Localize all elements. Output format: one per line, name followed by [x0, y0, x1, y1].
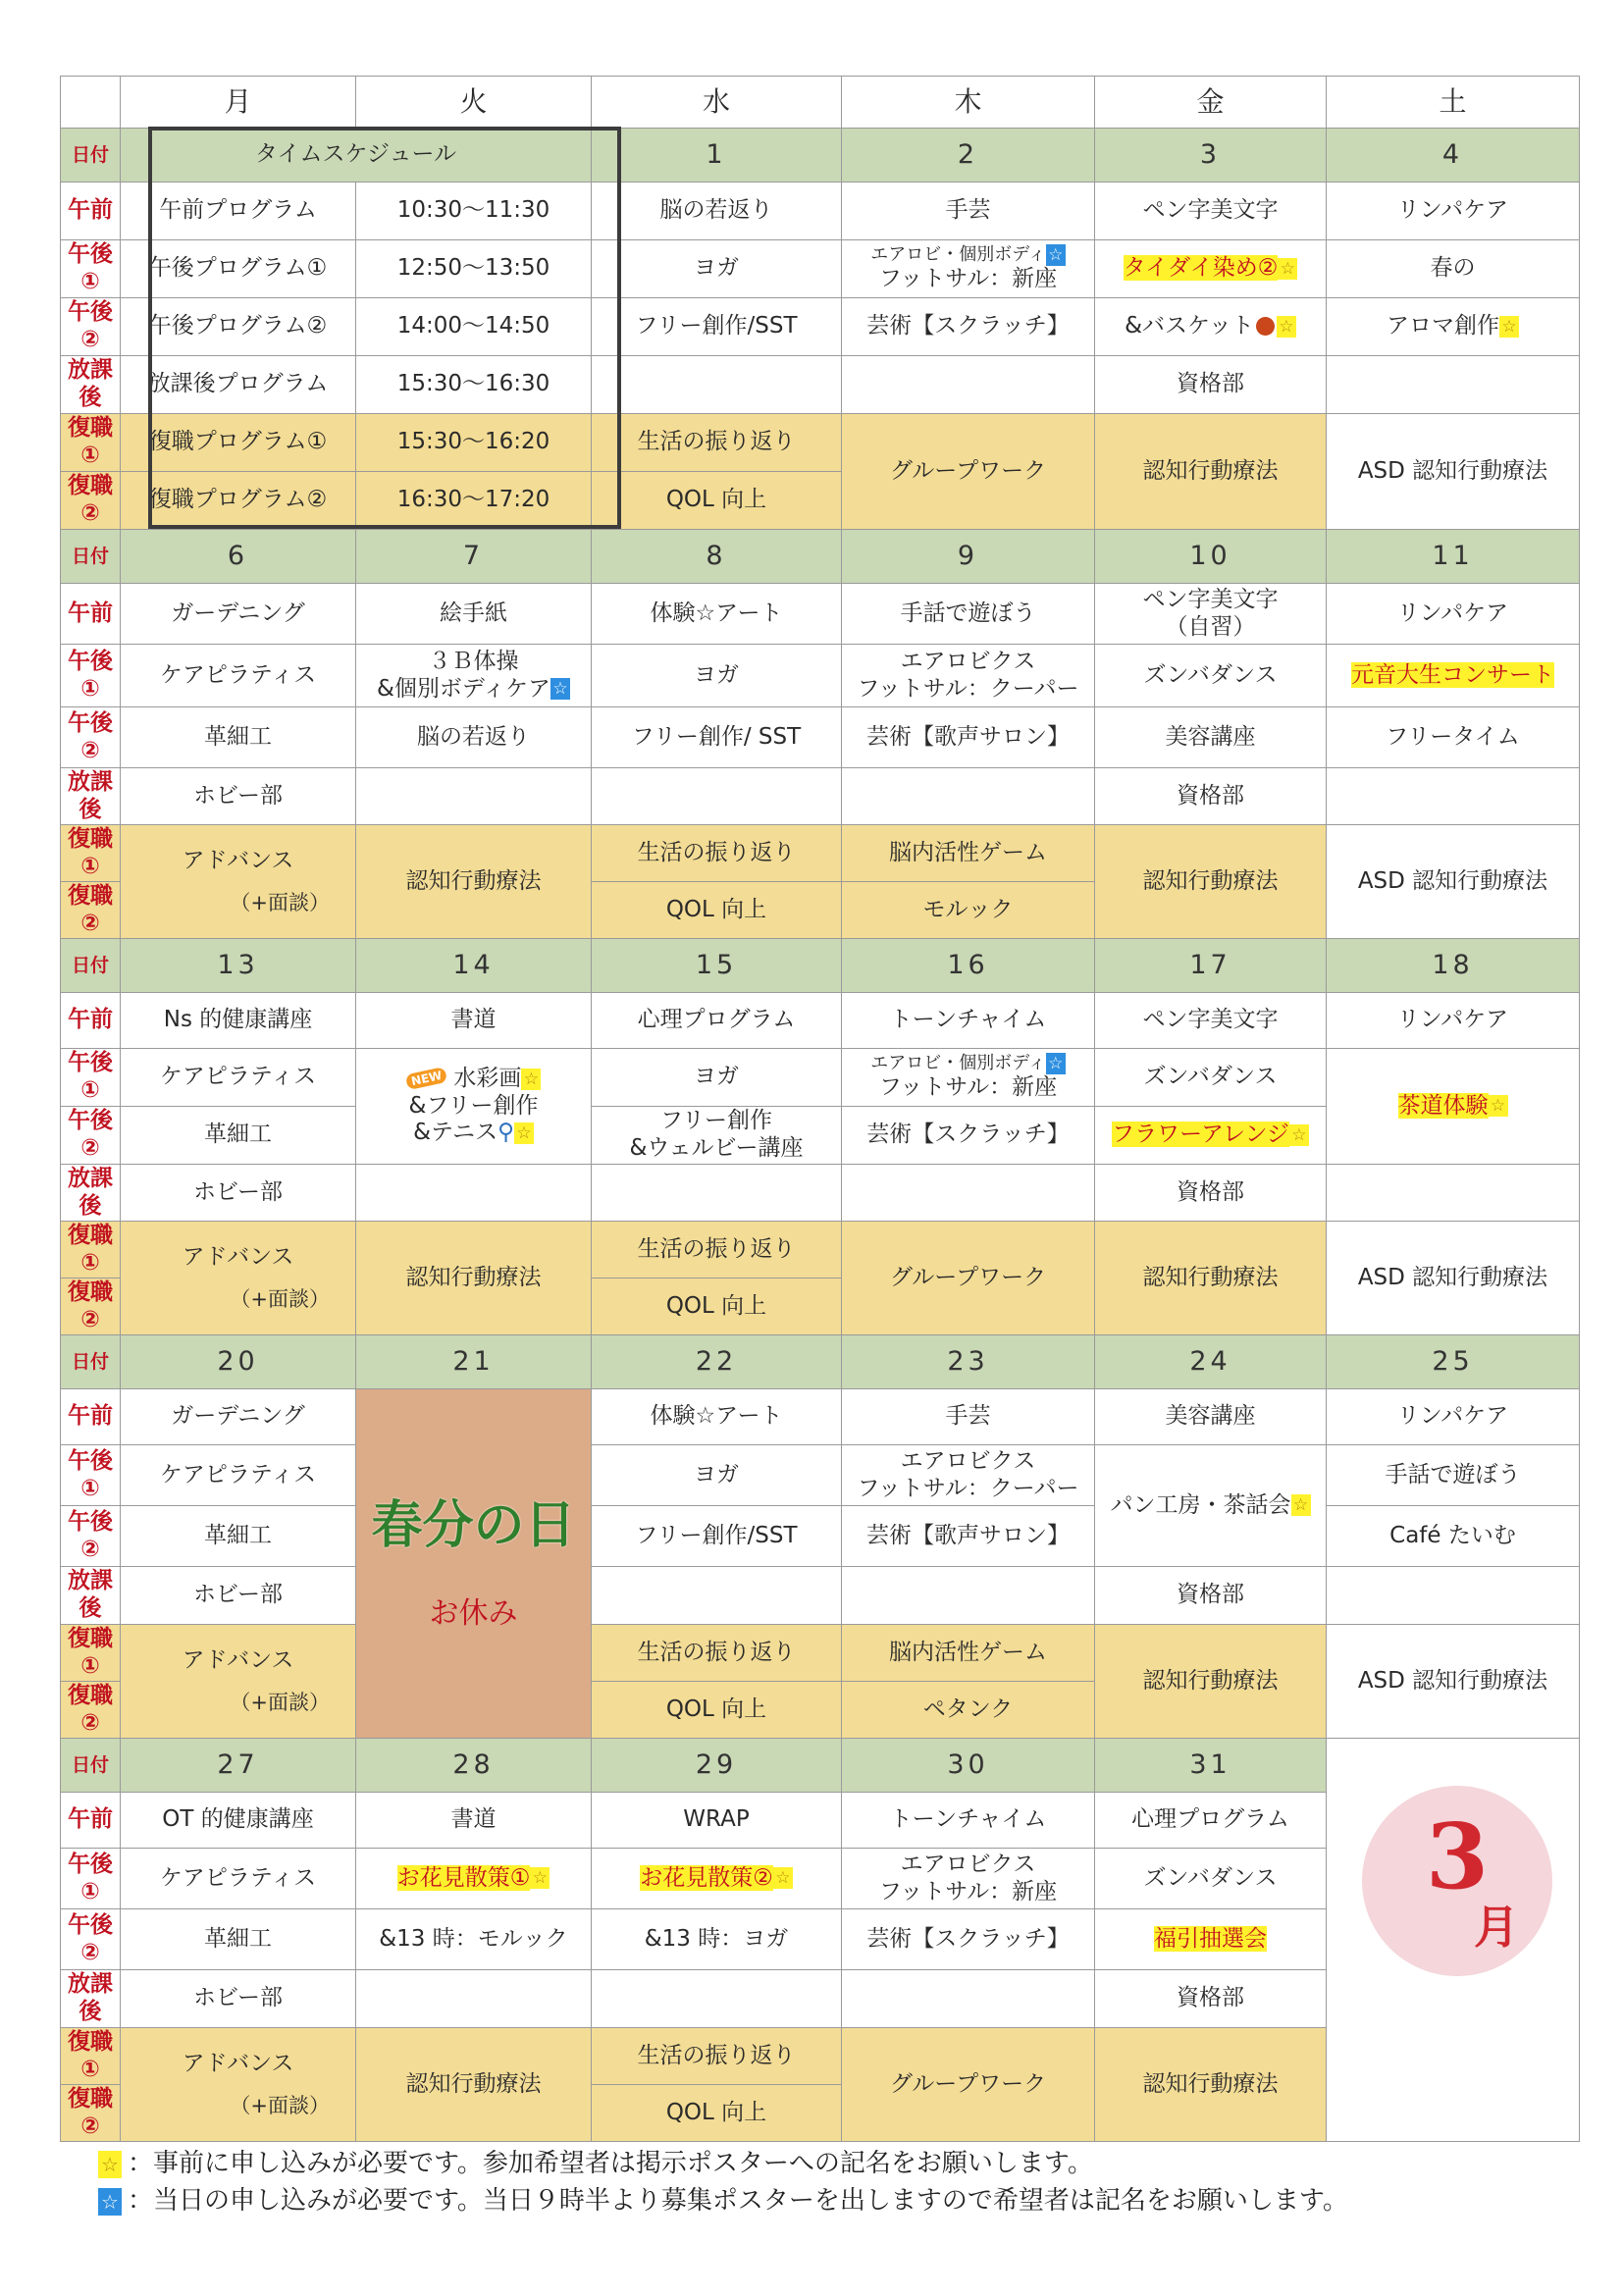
activity-cell: 資格部	[1095, 1567, 1327, 1625]
date-label: 日付	[61, 530, 121, 584]
activity-cell: QOL 向上	[592, 2085, 842, 2142]
pm1-label: 午後①	[61, 1049, 121, 1107]
activity-text: フットサル：クーパー	[857, 1475, 1079, 1501]
empty-cell	[592, 1165, 842, 1222]
r2-label: 復職②	[61, 1278, 121, 1335]
activity-cell: フリー創作/SST	[592, 298, 842, 356]
activity-cell	[842, 645, 1095, 707]
activity-cell: ホビー部	[121, 768, 356, 825]
activity-cell: 脳の若返り	[592, 183, 842, 240]
activity-text: ペン字美文字	[1142, 586, 1279, 612]
activity-cell: リンパケア	[1327, 1389, 1580, 1445]
yellow-star-icon: ☆	[514, 1122, 534, 1144]
activity-cell: リンパケア	[1327, 183, 1580, 240]
note-text: ：当日の申し込みが必要です。当日９時半より募集ポスターを出しますので希望者は記名をお願いします。	[128, 2186, 1348, 2216]
activity-cell: ホビー部	[121, 1165, 356, 1222]
new-badge: NEW	[404, 1067, 447, 1091]
activity-cell: 認知行動療法	[1095, 1625, 1327, 1739]
activity-cell	[592, 1849, 842, 1909]
weekday-thu: 木	[842, 77, 1095, 129]
empty-cell	[842, 356, 1095, 414]
activity-cell: 生活の振り返り	[592, 1222, 842, 1278]
activity-text: フットサル：新座	[878, 1878, 1058, 1905]
activity-cell: 体験☆アート	[592, 584, 842, 645]
r2-label: 復職②	[61, 882, 121, 939]
schedule-title: タイムスケジュール	[121, 129, 592, 183]
activity-cell: QOL 向上	[592, 882, 842, 939]
activity-text: （+面談）	[230, 1690, 330, 1714]
activity-cell: 認知行動療法	[1095, 414, 1327, 530]
weekday-sat: 土	[1327, 77, 1580, 129]
activity-text: アドバンス	[182, 1244, 294, 1271]
activity-cell: ケアピラティス	[121, 645, 356, 707]
activity-cell: QOL 向上	[592, 1682, 842, 1739]
schedule-time: 16:30〜17:20	[356, 472, 592, 530]
activity-cell: 認知行動療法	[356, 2028, 592, 2142]
activity-cell: ASD 認知行動療法	[1327, 1625, 1580, 1739]
empty-cell	[592, 1970, 842, 2028]
activity-text: （+面談）	[230, 890, 330, 914]
activity-text: アロマ創作	[1387, 313, 1499, 339]
date-cell: 17	[1095, 939, 1327, 993]
activity-cell: 革細工	[121, 1107, 356, 1165]
activity-cell: フリータイム	[1327, 707, 1580, 768]
schedule-time: 15:30〜16:20	[356, 414, 592, 472]
activity-cell: フリー創作/SST	[592, 1506, 842, 1567]
activity-cell: ホビー部	[121, 1970, 356, 2028]
date-cell: 21	[356, 1335, 592, 1389]
activity-cell: 革細工	[121, 1909, 356, 1970]
activity-cell: Café たいむ	[1327, 1506, 1580, 1567]
activity-cell: ズンバダンス	[1095, 1049, 1327, 1107]
date-cell: 3	[1095, 129, 1327, 183]
after-label: 放課後	[61, 356, 121, 414]
activity-cell: リンパケア	[1327, 993, 1580, 1049]
r1-label: 復職①	[61, 414, 121, 472]
activity-cell: 脳の若返り	[356, 707, 592, 768]
activity-cell: 認知行動療法	[356, 825, 592, 939]
activity-cell: ガーデニング	[121, 1389, 356, 1445]
activity-cell: ASD 認知行動療法	[1327, 414, 1580, 530]
date-cell: 11	[1327, 530, 1580, 584]
blue-star-icon: ☆	[550, 678, 570, 700]
schedule-name: 復職プログラム②	[121, 472, 356, 530]
after-label: 放課後	[61, 768, 121, 825]
activity-cell: ヨガ	[592, 240, 842, 298]
activity-cell: ズンバダンス	[1095, 1849, 1327, 1909]
activity-cell: 資格部	[1095, 768, 1327, 825]
activity-text: お花見散策②	[640, 1864, 773, 1891]
activity-text: エアロビクス	[900, 648, 1036, 674]
weekday-wed: 水	[592, 77, 842, 129]
date-cell: 16	[842, 939, 1095, 993]
holiday-name: 春分の日	[371, 1495, 576, 1556]
corner-cell	[61, 77, 121, 129]
activity-cell: 体験☆アート	[592, 1389, 842, 1445]
date-cell: 22	[592, 1335, 842, 1389]
activity-cell: 認知行動療法	[1095, 1222, 1327, 1335]
activity-cell: 手芸	[842, 183, 1095, 240]
empty-cell	[1327, 768, 1580, 825]
schedule-name: 午後プログラム①	[121, 240, 356, 298]
activity-cell	[1095, 1445, 1327, 1567]
schedule-name: 復職プログラム①	[121, 414, 356, 472]
activity-cell: ケアピラティス	[121, 1445, 356, 1506]
activity-text: 福引抽選会	[1154, 1925, 1267, 1952]
note-blue	[98, 2182, 1348, 2219]
activity-cell: QOL 向上	[592, 472, 842, 530]
week5-date-row	[61, 1739, 1580, 1793]
footnotes	[98, 2145, 1348, 2219]
activity-cell: リンパケア	[1327, 584, 1580, 645]
after-label: 放課後	[61, 1165, 121, 1222]
activity-text: フットサル：新座	[878, 266, 1058, 292]
holiday-rest: お休み	[429, 1595, 518, 1631]
activity-cell: ペン字美文字	[1095, 993, 1327, 1049]
activity-cell: 書道	[356, 1793, 592, 1849]
empty-cell	[1327, 1165, 1580, 1222]
activity-cell: グループワーク	[842, 2028, 1095, 2142]
blue-star-icon: ☆	[1046, 1053, 1066, 1074]
date-label: 日付	[61, 129, 121, 183]
activity-text: エアロビクス	[900, 1447, 1036, 1474]
empty-cell	[1327, 356, 1580, 414]
empty-cell	[842, 1567, 1095, 1625]
date-cell: 6	[121, 530, 356, 584]
activity-cell: 芸術【歌声サロン】	[842, 1506, 1095, 1567]
activity-cell: ズンバダンス	[1095, 645, 1327, 707]
date-label: 日付	[61, 1739, 121, 1793]
am-label: 午前	[61, 183, 121, 240]
r2-label: 復職②	[61, 2085, 121, 2142]
date-cell: 30	[842, 1739, 1095, 1793]
activity-text: （+面談）	[230, 1286, 330, 1311]
activity-cell: ヨガ	[592, 1049, 842, 1107]
yellow-star-icon: ☆	[1278, 258, 1297, 280]
r2-label: 復職②	[61, 1682, 121, 1739]
yellow-star-icon: ☆	[1499, 316, 1519, 338]
am-label: 午前	[61, 584, 121, 645]
month-badge	[1362, 1786, 1552, 1976]
yellow-star-icon: ☆	[1277, 316, 1296, 338]
date-cell: 9	[842, 530, 1095, 584]
am-label: 午前	[61, 993, 121, 1049]
schedule-time: 10:30〜11:30	[356, 183, 592, 240]
date-cell: 25	[1327, 1335, 1580, 1389]
activity-cell: 芸術【歌声サロン】	[842, 707, 1095, 768]
schedule-name: 放課後プログラム	[121, 356, 356, 414]
am-label: 午前	[61, 1793, 121, 1849]
activity-cell: 芸術【スクラッチ】	[842, 298, 1095, 356]
activity-cell	[842, 240, 1095, 298]
weekday-header	[61, 77, 1580, 129]
date-cell: 28	[356, 1739, 592, 1793]
week4-date-row	[61, 1335, 1580, 1389]
holiday-cell	[356, 1389, 592, 1739]
pm1-label: 午後①	[61, 1849, 121, 1909]
blue-star-icon: ☆	[1046, 244, 1066, 266]
weekday-tue: 火	[356, 77, 592, 129]
empty-cell	[1327, 1567, 1580, 1625]
activity-cell: 手話で遊ぼう	[1327, 1445, 1580, 1506]
tennis-racket-icon: ⚲	[497, 1120, 514, 1146]
r1-label: 復職①	[61, 2028, 121, 2085]
activity-text: タイダイ染め②	[1123, 255, 1279, 282]
activity-cell: ヨガ	[592, 1445, 842, 1506]
activity-cell	[356, 645, 592, 707]
activity-cell: 書道	[356, 993, 592, 1049]
activity-cell: トーンチャイム	[842, 1793, 1095, 1849]
activity-cell	[1095, 584, 1327, 645]
activity-text: アドバンス	[182, 2051, 294, 2077]
pm1-label: 午後①	[61, 240, 121, 298]
weekday-mon: 月	[121, 77, 356, 129]
activity-cell: フリー創作/ SST	[592, 707, 842, 768]
activity-cell: 芸術【スクラッチ】	[842, 1107, 1095, 1165]
yellow-star-icon: ☆	[1289, 1124, 1309, 1146]
date-label: 日付	[61, 1335, 121, 1389]
activity-cell: QOL 向上	[592, 1278, 842, 1335]
date-cell: 27	[121, 1739, 356, 1793]
schedule-name: 午後プログラム②	[121, 298, 356, 356]
activity-cell: ASD 認知行動療法	[1327, 1222, 1580, 1335]
activity-text: &テニス	[413, 1120, 498, 1146]
activity-text: フリー創作	[659, 1108, 773, 1134]
activity-cell: グループワーク	[842, 414, 1095, 530]
activity-cell: 認知行動療法	[356, 1222, 592, 1335]
activity-cell: 心理プログラム	[592, 993, 842, 1049]
activity-text: アドバンス	[182, 848, 294, 874]
month-number: 3	[1425, 1803, 1489, 1909]
activity-text: &ウェルビー講座	[629, 1135, 804, 1161]
activity-cell	[1095, 1107, 1327, 1165]
activity-text: フットサル：新座	[878, 1074, 1058, 1101]
activity-cell: 芸術【スクラッチ】	[842, 1909, 1095, 1970]
pm1-label: 午後①	[61, 645, 121, 707]
activity-cell: トーンチャイム	[842, 993, 1095, 1049]
week3-date-row	[61, 939, 1580, 993]
activity-cell: ペン字美文字	[1095, 183, 1327, 240]
activity-cell: グループワーク	[842, 1222, 1095, 1335]
activity-cell: OT 的健康講座	[121, 1793, 356, 1849]
empty-cell	[592, 356, 842, 414]
activity-cell: &13 時：ヨガ	[592, 1909, 842, 1970]
activity-cell: 脳内活性ゲーム	[842, 1625, 1095, 1682]
activity-text: エアロビクス	[900, 1851, 1036, 1877]
schedule-time: 15:30〜16:30	[356, 356, 592, 414]
yellow-star-icon: ☆	[98, 2151, 122, 2178]
date-cell: 23	[842, 1335, 1095, 1389]
activity-cell	[1095, 240, 1327, 298]
blue-star-icon: ☆	[98, 2188, 122, 2216]
activity-cell: 絵手紙	[356, 584, 592, 645]
activity-text: （+面談）	[230, 2093, 330, 2117]
activity-cell	[1095, 298, 1327, 356]
activity-cell	[1095, 1909, 1327, 1970]
empty-cell	[356, 1165, 592, 1222]
yellow-star-icon: ☆	[1489, 1095, 1508, 1117]
monthly-schedule	[60, 76, 1579, 2139]
after-label: 放課後	[61, 1970, 121, 2028]
activity-text: （自習）	[1165, 613, 1256, 640]
calendar-table	[60, 76, 1580, 2142]
activity-cell	[1327, 1049, 1580, 1165]
activity-cell	[592, 1107, 842, 1165]
yellow-star-icon: ☆	[521, 1069, 541, 1090]
activity-cell: ケアピラティス	[121, 1049, 356, 1107]
empty-cell	[842, 768, 1095, 825]
r1-label: 復職①	[61, 1625, 121, 1682]
yellow-star-icon: ☆	[530, 1867, 550, 1889]
activity-text: 元音大生コンサート	[1351, 661, 1554, 688]
activity-cell	[356, 1049, 592, 1165]
schedule-time: 12:50〜13:50	[356, 240, 592, 298]
empty-cell	[842, 1970, 1095, 2028]
activity-cell	[842, 1445, 1095, 1506]
pm2-label: 午後②	[61, 298, 121, 356]
date-cell: 31	[1095, 1739, 1327, 1793]
activity-cell	[1327, 298, 1580, 356]
activity-text: &フリー創作	[408, 1092, 539, 1119]
pm2-label: 午後②	[61, 1506, 121, 1567]
activity-cell	[842, 1049, 1095, 1107]
activity-text: アドバンス	[182, 1647, 294, 1674]
activity-cell: ASD 認知行動療法	[1327, 825, 1580, 939]
schedule-time: 14:00〜14:50	[356, 298, 592, 356]
activity-cell	[121, 1222, 356, 1335]
date-cell: 13	[121, 939, 356, 993]
note-text: ：事前に申し込みが必要です。参加希望者は掲示ポスターへの記名をお願いします。	[128, 2149, 1093, 2178]
activity-cell: 手芸	[842, 1389, 1095, 1445]
activity-cell	[842, 1849, 1095, 1909]
month-unit: 月	[1474, 1901, 1519, 1954]
activity-text: お花見散策①	[396, 1864, 531, 1891]
empty-cell	[356, 1970, 592, 2028]
r2-label: 復職②	[61, 472, 121, 530]
activity-cell: WRAP	[592, 1793, 842, 1849]
date-cell: 14	[356, 939, 592, 993]
activity-cell: 資格部	[1095, 1970, 1327, 2028]
activity-cell: 革細工	[121, 1506, 356, 1567]
activity-cell: 美容講座	[1095, 707, 1327, 768]
weekday-fri: 金	[1095, 77, 1327, 129]
activity-cell	[121, 2028, 356, 2142]
date-cell: 8	[592, 530, 842, 584]
activity-cell	[121, 825, 356, 939]
activity-text: パン工房・茶話会	[1110, 1491, 1291, 1518]
activity-cell: 認知行動療法	[1095, 2028, 1327, 2142]
activity-cell: 美容講座	[1095, 1389, 1327, 1445]
activity-text: エアロビ・個別ボディ	[870, 1053, 1046, 1074]
activity-cell: ガーデニング	[121, 584, 356, 645]
date-cell: 20	[121, 1335, 356, 1389]
activity-text: &個別ボディケア	[376, 675, 551, 702]
activity-cell: 生活の振り返り	[592, 2028, 842, 2085]
pm2-label: 午後②	[61, 1909, 121, 1970]
empty-cell	[842, 1165, 1095, 1222]
activity-cell: Ns 的健康講座	[121, 993, 356, 1049]
pm2-label: 午後②	[61, 707, 121, 768]
yellow-star-icon: ☆	[1291, 1494, 1311, 1516]
activity-text: 茶道体験	[1397, 1092, 1489, 1119]
activity-cell: 脳内活性ゲーム	[842, 825, 1095, 882]
date-cell: 18	[1327, 939, 1580, 993]
pm2-label: 午後②	[61, 1107, 121, 1165]
empty-cell	[592, 1567, 842, 1625]
activity-cell: &13 時：モルック	[356, 1909, 592, 1970]
activity-text: &バスケット	[1125, 313, 1254, 339]
activity-cell: ホビー部	[121, 1567, 356, 1625]
activity-cell: ケアピラティス	[121, 1849, 356, 1909]
activity-cell: ペタンク	[842, 1682, 1095, 1739]
activity-cell: 認知行動療法	[1095, 825, 1327, 939]
after-label: 放課後	[61, 1567, 121, 1625]
date-cell: 10	[1095, 530, 1327, 584]
activity-cell: 資格部	[1095, 356, 1327, 414]
schedule-name: 午前プログラム	[121, 183, 356, 240]
activity-cell: 心理プログラム	[1095, 1793, 1327, 1849]
empty-cell	[356, 768, 592, 825]
am-label: 午前	[61, 1389, 121, 1445]
empty-cell	[592, 768, 842, 825]
r1-label: 復職①	[61, 1222, 121, 1278]
activity-cell: 手話で遊ぼう	[842, 584, 1095, 645]
activity-cell: 生活の振り返り	[592, 1625, 842, 1682]
week1-date-row	[61, 129, 1580, 183]
activity-cell: ヨガ	[592, 645, 842, 707]
activity-cell: 生活の振り返り	[592, 825, 842, 882]
activity-text: フットサル：クーパー	[857, 675, 1079, 702]
activity-cell: 資格部	[1095, 1165, 1327, 1222]
date-cell: 2	[842, 129, 1095, 183]
activity-cell: モルック	[842, 882, 1095, 939]
date-cell: 29	[592, 1739, 842, 1793]
pm1-label: 午後①	[61, 1445, 121, 1506]
date-cell: 24	[1095, 1335, 1327, 1389]
basketball-icon	[1256, 317, 1275, 336]
week2-date-row	[61, 530, 1580, 584]
activity-cell	[1327, 645, 1580, 707]
yellow-star-icon: ☆	[773, 1867, 793, 1889]
date-cell: 1	[592, 129, 842, 183]
activity-cell: 春の	[1327, 240, 1580, 298]
activity-cell: 革細工	[121, 707, 356, 768]
activity-text: ３Ｂ体操	[428, 648, 519, 674]
date-cell: 15	[592, 939, 842, 993]
activity-text: エアロビ・個別ボディ	[870, 244, 1046, 266]
r1-label: 復職①	[61, 825, 121, 882]
date-label: 日付	[61, 939, 121, 993]
activity-cell: 生活の振り返り	[592, 414, 842, 472]
activity-cell	[121, 1625, 356, 1739]
note-yellow	[98, 2145, 1348, 2182]
activity-text: フラワーアレンジ	[1112, 1122, 1289, 1148]
date-cell: 4	[1327, 129, 1580, 183]
activity-text: 水彩画	[453, 1066, 522, 1092]
activity-cell	[356, 1849, 592, 1909]
date-cell: 7	[356, 530, 592, 584]
